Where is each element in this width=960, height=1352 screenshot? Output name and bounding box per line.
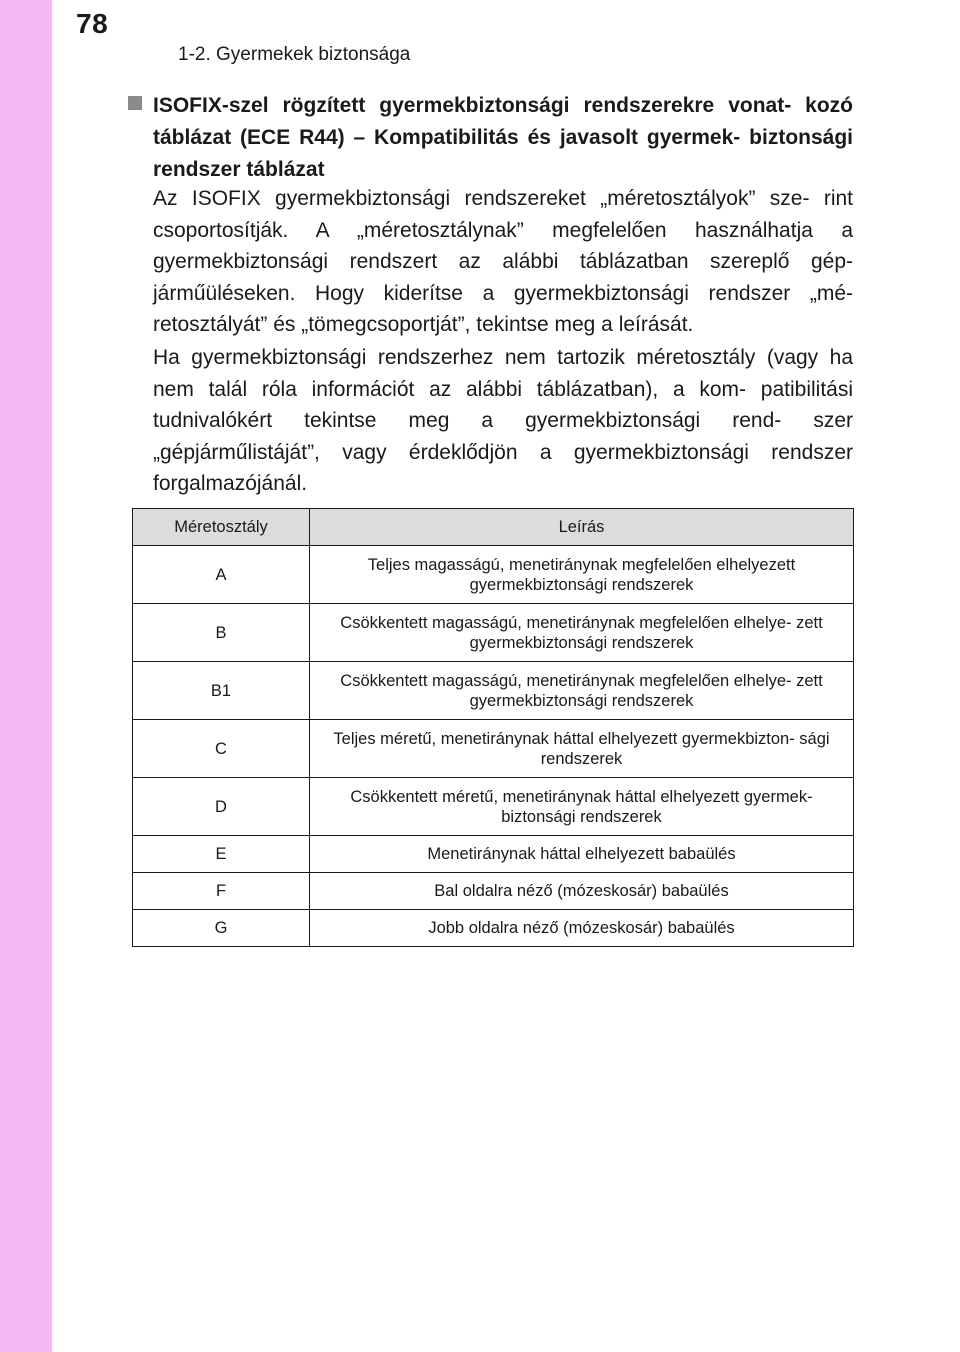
size-cell: D [133, 778, 310, 836]
description-cell: Menetiránynak háttal elhelyezett babaülés [310, 836, 854, 873]
description-cell: Csökkentett magasságú, menetiránynak megfelelően elhelye- zett gyermekbiztonsági rendszerek [310, 662, 854, 720]
size-cell: C [133, 720, 310, 778]
table-row [133, 836, 854, 873]
size-cell: E [133, 836, 310, 873]
description-cell: Bal oldalra néző (mózeskosár) babaülés [310, 873, 854, 910]
description-cell: Jobb oldalra néző (mózeskosár) babaülés [310, 910, 854, 947]
column-header-size: Méretosztály [133, 509, 310, 546]
paragraph-size-classes: Az ISOFIX gyermekbiztonsági rendszereket „méretosztályok” sze- rint csoportosítják. A „méretosztálynak” megfelelően használhatja a gyermekbiztonsági rendszert az alábbi táblázatban szereplő gép- járműüléseken. Hogy kiderítse a gyermekbiztonsági rendszer „mé- retosztályát” és „tömegcsoportját”, tekintse meg a leírását. [153, 187, 853, 336]
table-header-row [133, 509, 854, 546]
side-tab-strip [0, 0, 52, 1352]
table-row [133, 910, 854, 947]
size-cell: A [133, 546, 310, 604]
table-row [133, 720, 854, 778]
section-title: 1-2. Gyermekek biztonsága [178, 44, 411, 65]
table-row [133, 873, 854, 910]
table-row [133, 604, 854, 662]
size-cell: F [133, 873, 310, 910]
table-row [133, 546, 854, 604]
size-cell: B1 [133, 662, 310, 720]
column-header-description: Leírás [310, 509, 854, 546]
table-row [133, 778, 854, 836]
size-class-table [132, 508, 853, 947]
description-cell: Csökkentett magasságú, menetiránynak megfelelően elhelye- zett gyermekbiztonsági rendszerek [310, 604, 854, 662]
table-row [133, 662, 854, 720]
page-number: 78 [76, 8, 109, 39]
description-cell: Csökkentett méretű, menetiránynak háttal elhelyezett gyermek- biztonsági rendszerek [310, 778, 854, 836]
subsection-heading [128, 90, 853, 186]
size-cell: G [133, 910, 310, 947]
description-cell: Teljes méretű, menetiránynak háttal elhelyezett gyermekbizton- sági rendszerek [310, 720, 854, 778]
square-bullet-icon [128, 96, 142, 110]
heading-text: ISOFIX-szel rögzített gyermekbiztonsági rendszerekre vonat- kozó táblázat (ECE R44) – Kompatibilitás és javasolt gyermek- biztonsági rendszer táblázat [153, 94, 853, 181]
size-cell: B [133, 604, 310, 662]
paragraph-compatibility: Ha gyermekbiztonsági rendszerhez nem tartozik méretosztály (vagy ha nem talál róla információt az alábbi táblázatban), a kom- patibilitási tudnivalókért tekintse meg a gyermekbiztonsági rend- szer „gépjárműlistáját”, vagy érdeklődjön a gyermekbiztonsági rendszer forgalmazójánál. [153, 346, 853, 495]
description-cell: Teljes magasságú, menetiránynak megfelelően elhelyezett gyermekbiztonsági rendszerek [310, 546, 854, 604]
